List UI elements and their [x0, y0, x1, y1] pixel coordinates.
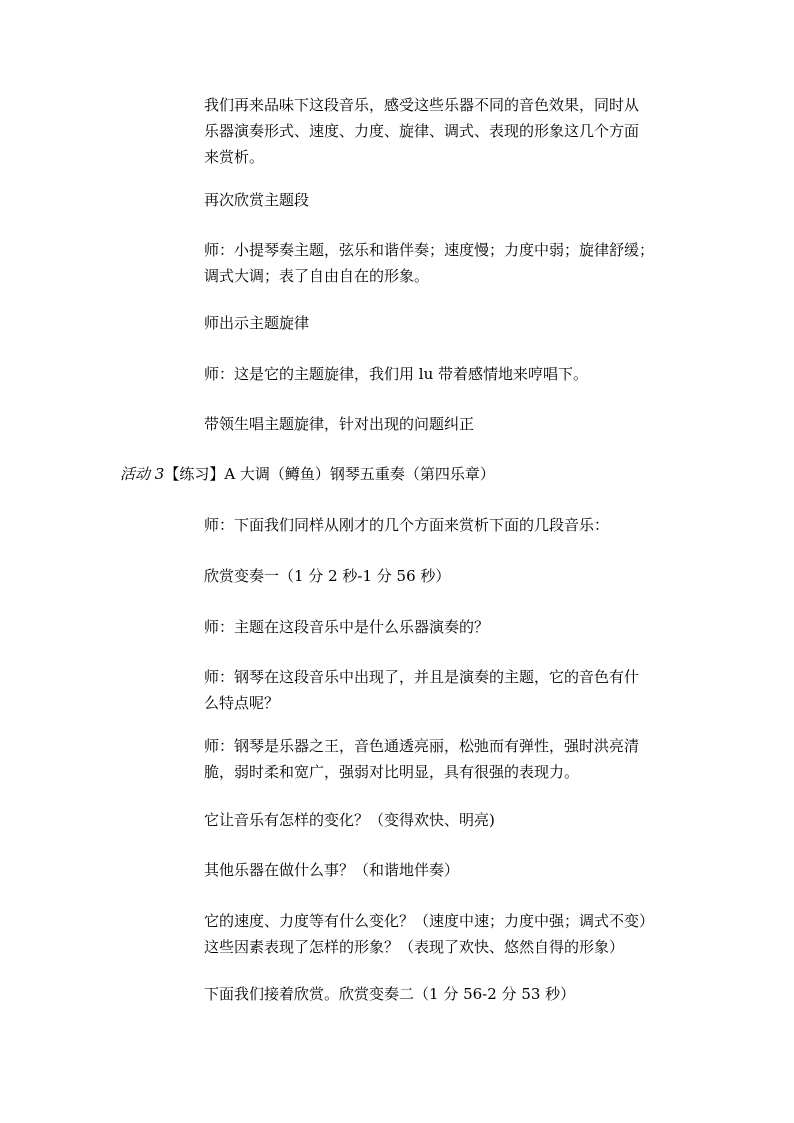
paragraph-intro [204, 92, 684, 170]
paragraph-teacher-next [204, 512, 684, 538]
text-line: 来赏析。 [204, 148, 265, 166]
text-line: 师：钢琴是乐器之王，音色通透亮丽，松弛而有弹性，强时洪亮清 [204, 737, 640, 755]
paragraph-answer-piano-timbre [204, 733, 684, 785]
paragraph-question-instrument [204, 614, 684, 640]
paragraph-question-piano-timbre [204, 664, 684, 716]
text-line: 师：钢琴在这段音乐中出现了，并且是演奏的主题，它的音色有什 [204, 668, 640, 686]
paragraph-variation-2 [204, 981, 684, 1007]
text-line: 调式大调；表了自由自在的形象。 [204, 267, 430, 285]
text-line: 师：小提琴奏主题，弦乐和谐伴奏；速度慢；力度中弱；旋律舒缓； [204, 241, 655, 259]
paragraph-show-melody [204, 310, 684, 336]
text-line: 下面我们接着欣赏。欣赏变奏二（1 分 56-2 分 53 秒） [204, 985, 576, 1003]
text-line: 再次欣赏主题段 [204, 191, 310, 209]
text-line: 脆，弱时柔和宽广，强弱对比明显，具有很强的表现力。 [204, 763, 580, 781]
paragraph-lead-sing [204, 411, 684, 437]
paragraph-question-speed [204, 908, 684, 960]
paragraph-teacher-analysis [204, 237, 684, 289]
text-line: 乐器演奏形式、速度、力度、旋律、调式、表现的形象这几个方面 [204, 122, 640, 140]
paragraph-variation-1 [204, 563, 684, 589]
text-line: 师出示主题旋律 [204, 314, 310, 332]
text-line: 么特点呢？ [204, 694, 280, 712]
text-line: 带领生唱主题旋律，针对出现的问题纠正 [204, 415, 475, 433]
text-line: 我们再来品味下这段音乐，感受这些乐器不同的音色效果，同时从 [204, 96, 640, 114]
text-line: 欣赏变奏一（1 分 2 秒-1 分 56 秒） [204, 567, 451, 585]
paragraph-question-others [204, 857, 684, 883]
paragraph-teacher-hum [204, 361, 684, 387]
paragraph-listen-theme [204, 187, 684, 213]
activity-heading [120, 461, 680, 487]
text-line: 其他乐器在做什么事？（和谐地伴奏） [204, 861, 460, 879]
text-line: 师：主题在这段音乐中是什么乐器演奏的？ [204, 618, 490, 636]
activity-title: 【练习】A 大调（鳟鱼）钢琴五重奏（第四乐章） [164, 465, 495, 483]
text-line: 它让音乐有怎样的变化？（变得欢快、明亮) [204, 811, 495, 829]
text-line: 师：下面我们同样从刚才的几个方面来赏析下面的几段音乐： [204, 516, 610, 534]
text-line: 它的速度、力度等有什么变化？（速度中速；力度中强；调式不变） [204, 912, 655, 930]
text-line: 这些因素表现了怎样的形象？（表现了欢快、悠然自得的形象） [204, 938, 625, 956]
activity-label: 活动 3 [120, 465, 165, 483]
paragraph-question-change [204, 807, 684, 833]
text-line: 师：这是它的主题旋律，我们用 lu 带着感情地来哼唱下。 [204, 365, 588, 383]
